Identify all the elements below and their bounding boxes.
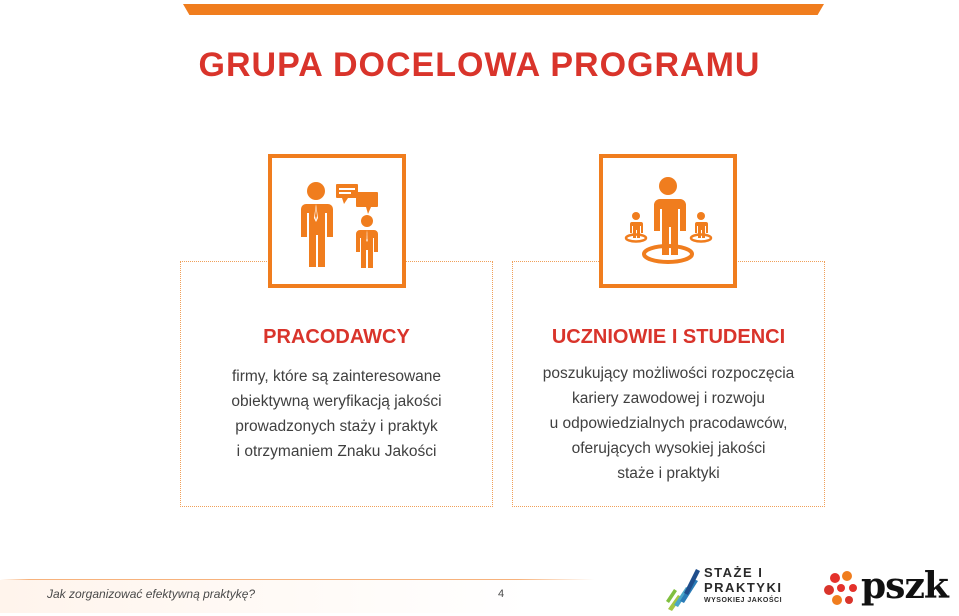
stazie-praktyki-logo-mark-icon <box>664 565 702 611</box>
card-students-line: staże i praktyki <box>617 465 720 482</box>
card-employers-line: prowadzonych staży i praktyk <box>235 418 438 435</box>
employer-dialogue-icon <box>272 158 402 284</box>
pszk-logo-mark-icon <box>823 568 863 610</box>
page-number: 4 <box>498 588 505 600</box>
card-employers-line: obiektywną weryfikacją jakości <box>231 393 442 410</box>
logo-line-2: PRAKTYKI <box>704 580 783 595</box>
card-employers-line: i otrzymaniem Znaku Jakości <box>236 443 437 460</box>
card-students-line: oferujących wysokiej jakości <box>571 440 766 457</box>
card-employers-body <box>181 364 492 464</box>
card-students-line: u odpowiedzialnych pracodawców, <box>549 415 788 432</box>
card-students-line: poszukujący możliwości rozpoczęcia <box>542 365 795 382</box>
top-accent-bar <box>183 4 824 15</box>
employer-dialogue-icon-box <box>268 154 406 288</box>
card-students-body <box>513 361 824 486</box>
slide-title: GRUPA DOCELOWA PROGRAMU <box>198 46 761 84</box>
footer-divider <box>0 579 959 580</box>
logo-line-3: WYSOKIEJ JAKOŚCI <box>704 597 783 604</box>
logo-line-1: STAŻE I <box>704 565 764 580</box>
footer-tagline: Jak zorganizować efektywną praktykę? <box>47 587 256 601</box>
stazie-praktyki-logo-text <box>704 565 782 607</box>
card-students-title: UCZNIOWIE I STUDENCI <box>551 326 786 348</box>
student-group-icon-box <box>599 154 737 288</box>
card-students <box>512 261 825 507</box>
pszk-logo-text: pszk <box>861 565 948 607</box>
card-employers <box>180 261 493 507</box>
stazie-praktyki-logo <box>664 565 804 611</box>
pszk-logo <box>823 565 957 610</box>
card-employers-line: firmy, które są zainteresowane <box>231 368 442 385</box>
card-employers-title: PRACODAWCY <box>263 326 410 348</box>
card-students-line: kariery zawodowej i rozwoju <box>572 390 765 407</box>
student-group-icon <box>603 158 733 284</box>
